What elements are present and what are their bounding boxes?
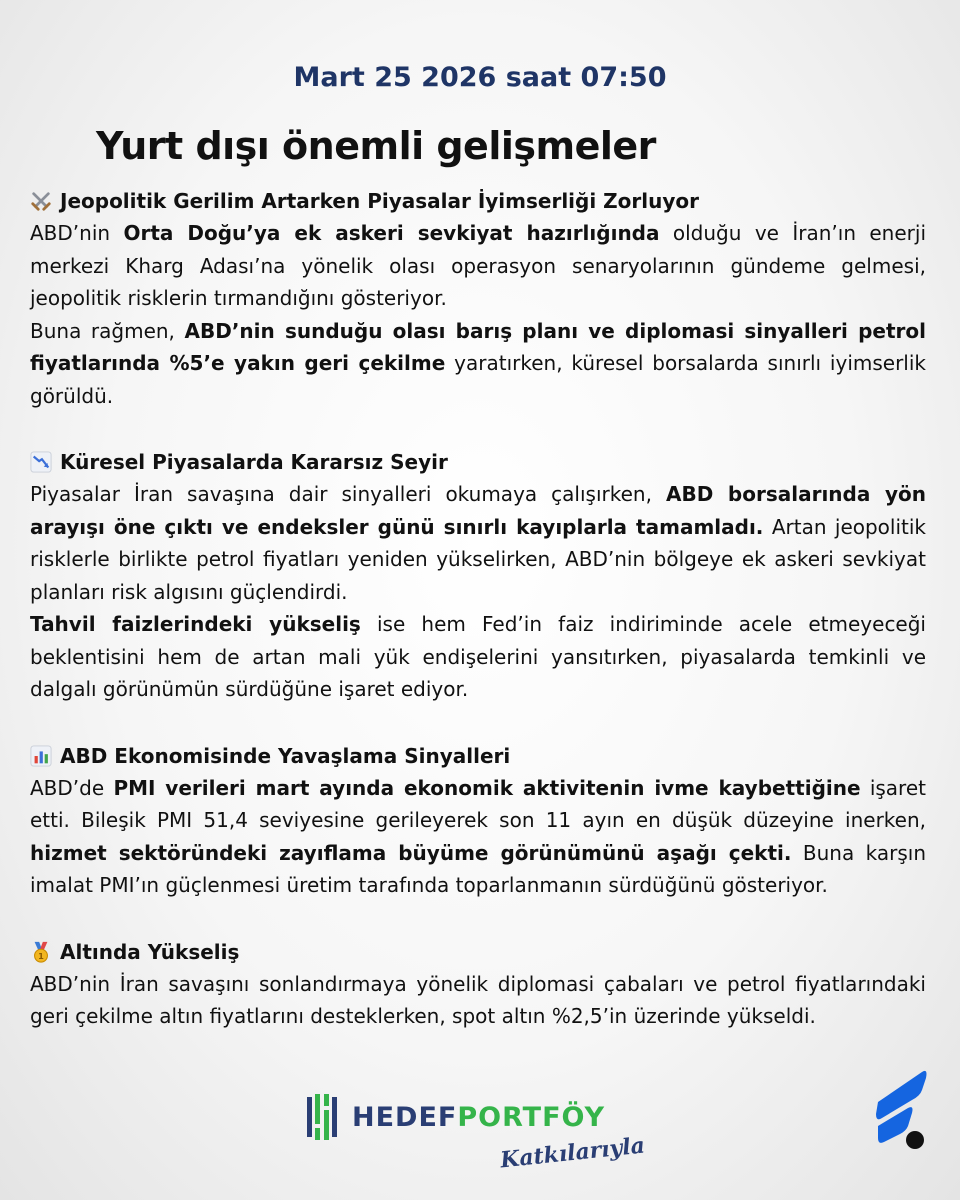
brand-part-2: PORTFÖY [457, 1101, 606, 1133]
section-heading-text: Jeopolitik Gerilim Artarken Piyasalar İyimserliği Zorluyor [60, 189, 700, 213]
section-us-economy [30, 740, 926, 902]
text: işaret etti. Bileşik PMI 51,4 seviyesine gerileyerek son 11 ayın en düşük düzeyine inerken, [30, 775, 926, 832]
paragraph [30, 772, 926, 902]
section-heading-text: Küresel Piyasalarda Kararsız Seyir [60, 450, 448, 474]
bar-chart-icon [30, 745, 52, 767]
text: Buna rağmen, [30, 318, 185, 343]
paragraph [30, 217, 926, 315]
bold-text: Tahvil faizlerindeki yükseliş [30, 612, 361, 636]
paragraph [30, 608, 926, 706]
text: Buna karşın imalat PMI’ın güçlenmesi üretim tarafında toparlanmanın sürdüğünü gösteriyor. [30, 840, 926, 897]
section-gold [30, 936, 926, 1033]
section-heading [30, 446, 926, 478]
text: Piyasalar İran savaşına dair sinyalleri okumaya çalışırken, [30, 482, 666, 506]
section-heading [30, 936, 926, 968]
paragraph [30, 315, 926, 413]
text: ABD’nin [30, 221, 124, 245]
crossed-swords-icon [30, 190, 52, 212]
date-stamp: Mart 25 2026 saat 07:50 [293, 62, 667, 93]
hedef-portfoy-logo [306, 1094, 605, 1140]
section-heading [30, 185, 926, 217]
text: ise hem Fed’in faiz indiriminde acele etmeyeceği beklentisini hem de artan mali yük endişelerini yansıtırken, piyasalarda temkinli ve dalgalı görünümün sürdüğüne işaret ediyor. [30, 612, 926, 701]
section-geopolitics [30, 185, 926, 412]
gold-medal-icon [30, 941, 52, 963]
bold-text: hizmet sektöründeki zayıflama büyüme görünümünü aşağı çekti. [30, 840, 792, 865]
tagline: Katkılarıyla [499, 1132, 647, 1174]
text: olduğu ve İran’ın enerji merkezi Kharg Adası’na yönelik olası operasyon senaryolarının gündeme gelmesi, jeopolitik risklerin tırmandığını gösteriyor. [30, 221, 927, 310]
bold-text: PMI verileri mart ayında ekonomik aktivitenin ivme kaybettiğine [113, 775, 861, 800]
page-title: Yurt dışı önemli gelişmeler [96, 124, 656, 168]
chart-decreasing-icon [30, 451, 52, 473]
section-heading-text: Altında Yükseliş [60, 939, 240, 964]
brand-name [352, 1102, 605, 1133]
section-heading-text: ABD Ekonomisinde Yavaşlama Sinyalleri [60, 743, 511, 768]
bold-text: Orta Doğu’ya ek askeri sevkiyat hazırlığında [123, 221, 660, 245]
hedef-logo-mark-icon [306, 1094, 338, 1140]
corner-brand-icon [872, 1068, 932, 1152]
paragraph [30, 968, 926, 1033]
svg-text:1: 1 [38, 950, 44, 961]
bold-text: ABD’nin sunduğu olası barış planı ve diplomasi sinyalleri petrol fiyatlarında %5’e yakın geri çekilme [30, 318, 927, 375]
text: yaratırken, küresel borsalarda sınırlı iyimserlik görüldü. [30, 351, 927, 408]
bold-text: ABD borsalarında yön arayışı öne çıktı ve endeksler günü sınırlı kayıplarla tamamladı. [30, 482, 926, 539]
text: ABD’nin İran savaşını sonlandırmaya yönelik diplomasi çabaları ve petrol fiyatlarındaki geri çekilme altın fiyatlarını desteklerken, spot altın %2,5’in üzerinde yükseldi. [30, 971, 926, 1028]
article-body [30, 185, 926, 1067]
brand-part-1: HEDEF [352, 1101, 458, 1133]
paragraph [30, 478, 926, 608]
section-heading [30, 740, 926, 772]
text: Artan jeopolitik risklerle birlikte petrol fiyatları yeniden yükselirken, ABD’nin bölgeye ek askeri sevkiyat planları risk algısını güçlendirdi. [30, 514, 927, 604]
text: ABD’de [30, 775, 114, 800]
section-global-markets [30, 446, 926, 706]
